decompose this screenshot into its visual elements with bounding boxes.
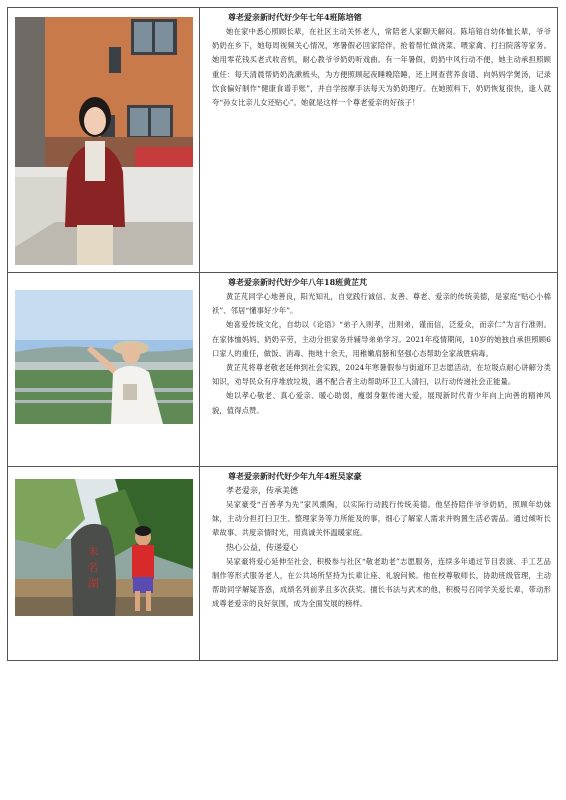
entry-row (8, 8, 558, 273)
entry-paragraph: 黄芷芃将尊老敬老延伸到社会实践，2024年寒暑假参与街道环卫志愿活动，在垃圾点耐心讲解分类知识，劝导民众有序堆放垃圾，遇不配合者主动帮助环卫工人清扫，以行动传递社会正能量。 (212, 363, 551, 387)
entry-title: 尊老爱亲新时代好少年九年4班吴家豪 (228, 471, 362, 481)
entry-paragraph: 吴家豪受“百善孝为先”家风熏陶，以实际行动践行传统美德。他坚持陪伴爷爷奶奶，照顾年幼妹妹，主动分担打扫卫生、整理家务等力所能及的事，细心了解家人需求并购置生活必需品。通过倾听长辈故事、共度亲情时光，用真诚关怀温暖家庭。 (212, 500, 551, 538)
student-photo (15, 479, 193, 616)
entry-paragraph: 她在家中悉心照顾长辈，在社区主动关怀老人，常陪老人家聊天解闷。陈培镕自幼体恤长辈，爷爷奶奶在乡下，她每周视频关心情况，寒暑假必回家陪伴，抢着帮忙做浇菜、喂家禽、打扫院落等家务。她用零花钱买老式收音机，耐心教爷爷奶奶听戏曲。有一年暑假，奶奶中风行动不便，她主动承担照顾重任：每天清晨帮奶奶洗漱梳头，为方便照顾起夜睡晚陪睡，还上网查营养食谱、向妈妈学煲汤，记录饮食偏好制作“健康食谱手账”，并自学按摩手法每天为奶奶理疗。在她照料下，奶奶恢复很快，逢人就夸“孙女比亲儿女还贴心”。她就是这样一个尊老爱亲的好孩子！ (212, 27, 551, 108)
svg-text:湖: 湖 (87, 577, 99, 590)
section-subheading: 热心公益，传递爱心 (226, 542, 298, 552)
entry-paragraph: 她喜爱传统文化，自幼以《论语》“弟子入则孝，出则弟，谨而信，泛爱众，而亲仁”为言行准则。在家体恤妈妈、奶奶辛劳，主动分担家务并辅导弟弟学习。2021年疫情期间，10岁的她独自承担照顾6口家人的重任，做饭、消毒、拖地十余天，用稚嫩肩膀和坚强心态帮助全家战胜病毒。 (212, 320, 551, 358)
entry-title: 尊老爱亲新时代好少年八年18班黄芷芃 (228, 277, 368, 287)
svg-text:名: 名 (87, 561, 99, 574)
entry-paragraph: 黄芷芃同学心地善良，阳光知礼，自觉践行诚信、友善、尊老、爱亲的传统美德，是家庭“贴心小棉袄”、邻居“懂事好少年”。 (212, 292, 551, 316)
entry-text-cell (200, 8, 558, 273)
section-subheading: 孝老爱亲，传承美德 (226, 486, 298, 495)
photo-cell (8, 467, 200, 661)
profile-table (7, 7, 558, 661)
entry-paragraph: 吴家豪将爱心延伸至社会，积极参与社区“敬老助老”志愿服务，连续多年通过节目表演、手工艺品制作等形式服务老人，在公共场所坚持为长辈让座、礼貌问候。他在校尊敬师长，协助班级管理，主动帮助同学解疑答惑，成绩名列前茅且多次获奖。擅长书法与武术的他，积极号召同学关爱长辈，带动形成尊老爱亲的良好氛围，成为全面发展的榜样。 (212, 556, 551, 609)
student-photo (15, 290, 193, 424)
entry-text-cell (200, 467, 558, 661)
photo-cell (8, 8, 200, 273)
student-photo (15, 17, 193, 265)
stone-inscription: 未 (87, 545, 99, 558)
entry-text-cell (200, 273, 558, 467)
entry-row (8, 273, 558, 467)
photo-cell (8, 273, 200, 467)
entry-paragraph: 她以孝心敬老、真心爱亲、暖心助弱，瘦弱身躯传递大爱，展现新时代青少年向上向善的精神风貌，值得点赞。 (212, 391, 551, 415)
entry-row (8, 467, 558, 661)
entry-title: 尊老爱亲新时代好少年七年4班陈培镕 (228, 12, 362, 22)
